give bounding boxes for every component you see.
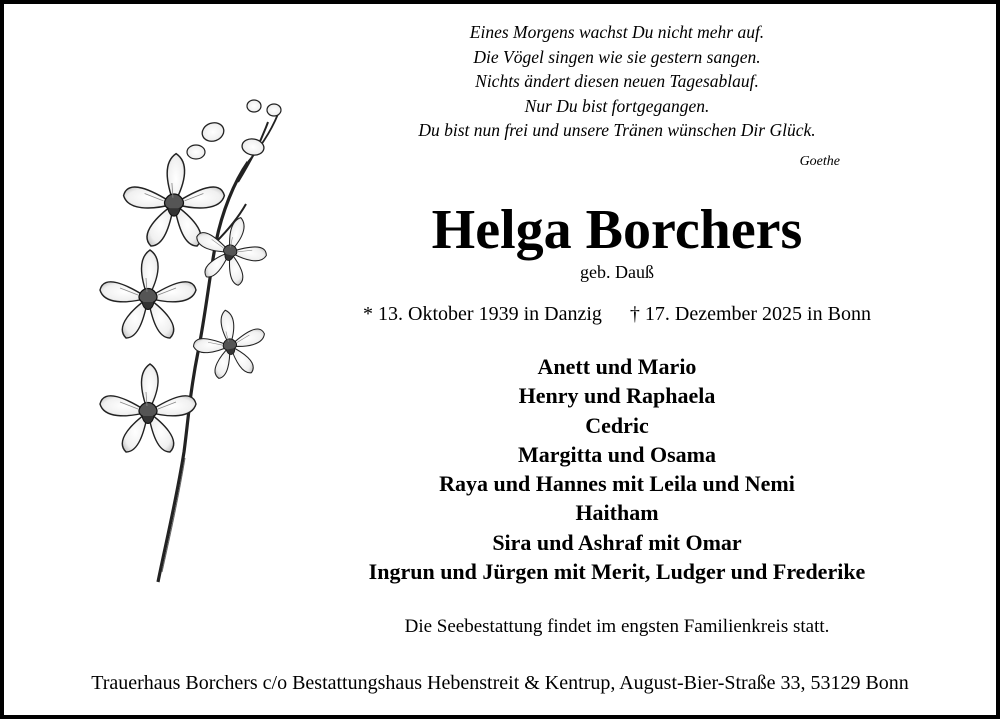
- footer-address: Trauerhaus Borchers c/o Bestattungshaus Hebenstreit & Kentrup, August-Bier-Straße 33, 53129 Bonn: [91, 672, 909, 694]
- death-date: † 17. Dezember 2025 in Bonn: [629, 303, 871, 325]
- poem-line: Die Vögel singen wie sie gestern sangen.: [473, 46, 761, 67]
- maiden-name: geb. Dauß: [580, 262, 654, 282]
- life-dates: [317, 303, 917, 326]
- mourners-list: [317, 352, 917, 586]
- mourner-entry: Anett und Mario: [537, 354, 697, 379]
- mourner-entry: Margitta und Osama: [518, 441, 716, 467]
- poem: [364, 20, 870, 143]
- mourner-entry: Cedric: [585, 412, 649, 438]
- orchid-illustration: [88, 92, 308, 592]
- mourner-entry: Ingrun und Jürgen mit Merit, Ludger und Frederike: [368, 559, 866, 585]
- mourner-entry: Sira und Ashraf mit Omar: [492, 529, 742, 555]
- poem-line: Eines Morgens wachst Du nicht mehr auf.: [469, 22, 765, 42]
- burial-note: Die Seebestattung findet im engsten Familienkreis statt.: [404, 616, 830, 637]
- poem-line: Du bist nun frei und unsere Tränen wünschen Dir Glück.: [418, 120, 816, 140]
- poem-author: Goethe: [799, 154, 840, 169]
- mourner-entry: Raya und Hannes mit Leila und Nemi: [439, 471, 795, 497]
- poem-line: Nichts ändert diesen neuen Tagesablauf.: [475, 71, 759, 91]
- poem-line: Nur Du bist fortgegangen.: [524, 95, 710, 116]
- mourner-entry: Haitham: [575, 500, 659, 526]
- deceased-name: Helga Borchers: [431, 199, 803, 261]
- mourner-entry: Henry und Raphaela: [518, 383, 716, 409]
- birth-date: * 13. Oktober 1939 in Danzig: [363, 303, 602, 325]
